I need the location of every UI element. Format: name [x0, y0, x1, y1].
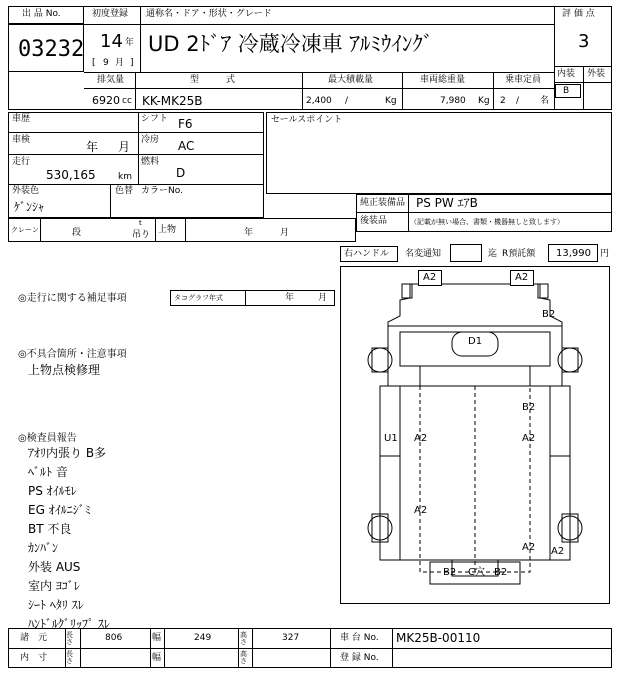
reg-month-unit: 月 [115, 58, 125, 68]
mark-b2-right: B2 [522, 402, 536, 413]
mark-a2-right-wheel: A2 [551, 546, 565, 557]
dims-label: 諸 元 [20, 633, 48, 643]
details-frame [8, 112, 264, 218]
capacity-unit: 名 [540, 96, 550, 106]
reg-month: 9 [103, 58, 109, 68]
height-value: 327 [282, 633, 300, 643]
ext-color-value: ｹﾞﾝｼｬ [14, 200, 45, 214]
grade-label: 評 価 点 [562, 9, 595, 19]
reg-year: 14 [100, 31, 123, 52]
color-change-label: 色替 [115, 186, 134, 196]
gross-weight-unit: Kg [478, 96, 490, 106]
inspection-month-unit: 月 [118, 140, 131, 154]
mark-d1: D1 [468, 336, 483, 347]
width-value: 249 [194, 633, 212, 643]
crane-ton: t [139, 219, 142, 227]
ac-label: 冷房 [141, 135, 160, 145]
crane-hang: 吊り [132, 230, 151, 240]
truck-damage-diagram [340, 266, 610, 604]
inspector-item: ｶﾝﾊﾞﾝ [28, 541, 59, 555]
fuel-value: D [176, 166, 186, 180]
defect-text: 上物点検修理 [28, 363, 101, 377]
mark-a2-top-right: A2 [515, 272, 529, 283]
length-label: 長さ [66, 631, 73, 646]
mileage-unit: km [118, 172, 132, 182]
displacement-unit: cc [122, 96, 132, 106]
inner-height-label: 高さ [240, 650, 247, 665]
reset-label: 迄 [488, 249, 498, 259]
mark-a2-right-lower: A2 [522, 542, 536, 553]
interior-label: 内装 [557, 69, 576, 79]
color-no-label: カラーNo. [141, 186, 183, 196]
inspector-list [28, 446, 110, 636]
reg-no-label: 登 録 No. [340, 653, 379, 663]
sales-point-label: セールスポイント [271, 115, 343, 125]
body-month: 月 [280, 228, 290, 238]
grade-value: 3 [578, 31, 590, 52]
capacity-label: 乗車定員 [505, 75, 542, 85]
mileage-value: 530,165 [46, 168, 96, 182]
mileage-change-box [450, 244, 482, 262]
width-label: 幅 [152, 633, 162, 643]
gross-weight-value: 7,980 [440, 96, 466, 106]
max-load-label: 最大積載量 [328, 75, 374, 85]
inspector-item: ｱｵﾘ内張り B多 [28, 446, 107, 460]
mark-c-hole: C穴 [468, 567, 485, 578]
r-pre-value: 13,990 [556, 248, 591, 259]
lot-number: 03232 [18, 37, 85, 62]
retrofit-label: 後装品 [360, 216, 388, 226]
driving-notes-label: ◎走行に関する補足事項 [18, 293, 127, 304]
mark-a2-left-lower: A2 [414, 505, 428, 516]
inspector-item: BT 不良 [28, 522, 72, 536]
displacement-label: 排気量 [97, 75, 125, 85]
displacement-value: 6920 [92, 94, 120, 107]
month-bracket-close: ] [130, 58, 134, 68]
inspector-item: ﾊﾝﾄﾞﾙｸﾞﾘｯﾌﾟ ｽﾚ [28, 617, 110, 631]
inspector-item: PS ｵｲﾙﾓﾚ [28, 484, 77, 498]
mark-b2-top: B2 [542, 309, 556, 320]
inspection-year-unit: 年 [86, 140, 99, 154]
inspection-label: 車検 [12, 135, 31, 145]
ac-value: AC [178, 139, 195, 153]
inner-label: 内 寸 [20, 653, 48, 663]
mileage-change-label: 名変通知 [405, 249, 442, 259]
mark-a2-mid-left: A2 [414, 433, 428, 444]
body-year: 年 [244, 228, 254, 238]
max-load-unit: Kg [385, 96, 397, 106]
inner-length-label: 長さ [66, 650, 73, 665]
fuel-label: 燃料 [141, 157, 160, 167]
model-value: KK-MK25B [142, 94, 203, 108]
tacho-label: タコグラフ年式 [174, 294, 223, 302]
r-pre-unit: 円 [600, 249, 610, 259]
body-label: 上物 [158, 225, 177, 235]
lot-label: 出 品 No. [22, 9, 61, 19]
capacity-sep: / [516, 96, 520, 106]
mark-u1: U1 [384, 433, 398, 444]
chassis-value: MK25B-00110 [396, 631, 481, 645]
inspector-item: ﾍﾞﾙﾄ 音 [28, 465, 68, 479]
first-reg-label: 初度登録 [92, 9, 129, 19]
month-bracket-open: [ [92, 58, 96, 68]
max-load-sep: / [345, 96, 349, 106]
inspector-item: 室内 ﾖｺﾞﾚ [28, 579, 80, 593]
tacho-year: 年 [285, 293, 295, 303]
retrofit-note: （記載が無い場合、書類・機器無しと致します） [410, 218, 564, 226]
mark-a2-top-left: A2 [423, 272, 437, 283]
inspector-item: EG ｵｲﾙﾆｼﾞﾐ [28, 503, 91, 517]
mark-b2-bottom-left: B2 [443, 567, 457, 578]
exterior-label: 外装 [587, 69, 606, 79]
mark-b2-bottom-right: B2 [494, 567, 508, 578]
mileage-label: 走行 [12, 157, 31, 167]
crane-label: クレーン [11, 226, 39, 234]
ext-color-label: 外装色 [12, 186, 40, 196]
inspector-label: ◎検査員報告 [18, 433, 77, 444]
inner-width-label: 幅 [152, 653, 162, 663]
defect-label: ◎不具合箇所・注意事項 [18, 349, 127, 360]
gross-weight-label: 車両総重量 [420, 75, 466, 85]
interior-grade: B [563, 86, 570, 96]
chassis-label: 車 台 No. [340, 633, 379, 643]
r-pre-label: R預託額 [502, 249, 536, 259]
tacho-month: 月 [318, 293, 328, 303]
reg-year-unit: 年 [125, 38, 135, 48]
capacity-value: 2 [500, 96, 506, 106]
max-load-value: 2,400 [306, 96, 332, 106]
inspector-item: ｼｰﾄ ﾍﾀﾘ ｽﾚ [28, 598, 84, 612]
equip-value: PS PW ｴｱB [416, 196, 478, 210]
height-label: 高さ [240, 631, 247, 646]
crane-step: 段 [72, 228, 82, 238]
vehicle-name: UD 2ﾄﾞｱ 冷蔵冷凍車 ｱﾙﾐｳｲﾝｸﾞ [148, 32, 434, 56]
model-label: 型 式 [190, 75, 236, 85]
length-value: 806 [105, 633, 123, 643]
inspector-item: 外装 AUS [28, 560, 81, 574]
equip-label: 純正装備品 [360, 198, 406, 208]
history-label: 車歴 [12, 114, 31, 124]
shift-value: F6 [178, 117, 193, 131]
mark-a2-mid-right: A2 [522, 433, 536, 444]
crane-row [8, 218, 356, 242]
shift-label: シフト [141, 114, 169, 124]
rhd-label: 右ハンドル [344, 249, 390, 259]
name-label: 通称名・ドア・形状・グレード [146, 9, 272, 19]
